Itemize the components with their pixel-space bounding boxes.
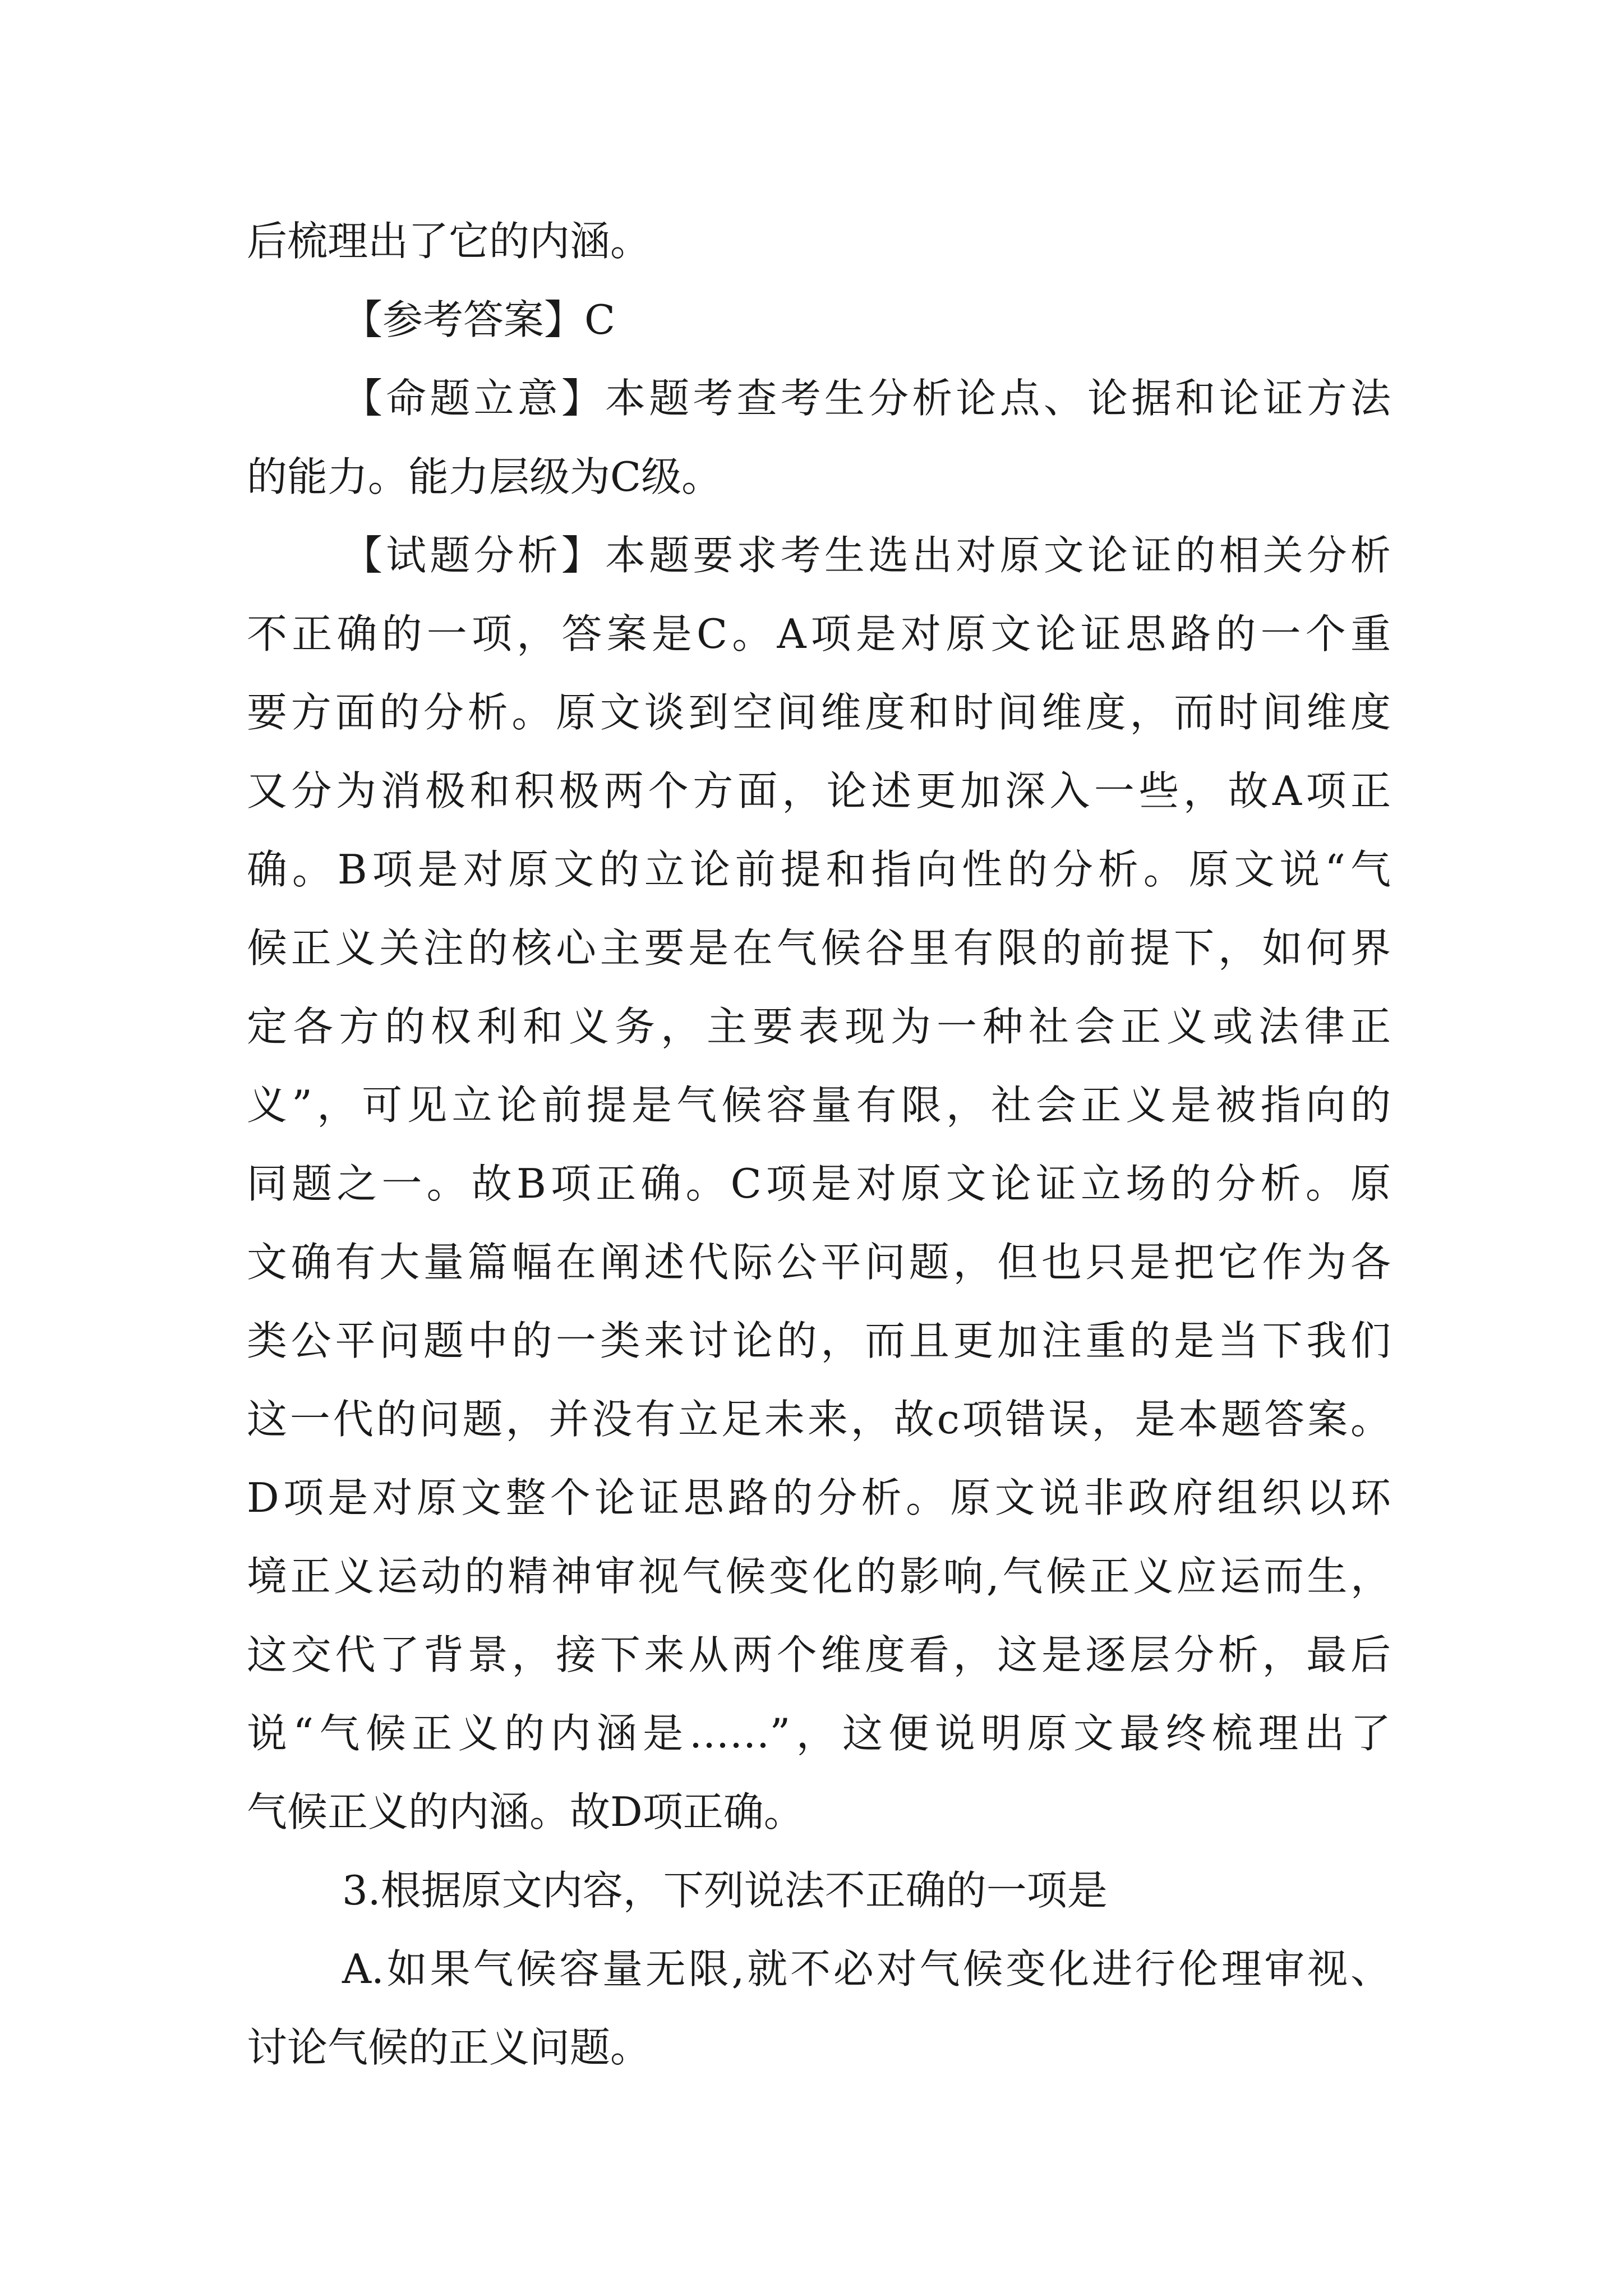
analysis-line-3: 要方面的分析。原文谈到空间维度和时间维度，而时间维度 xyxy=(247,689,1391,736)
analysis-line-13: D项是对原文整个论证思路的分析。原文说非政府组织以环 xyxy=(247,1474,1391,1521)
analysis-line-15: 这交代了背景，接下来从两个维度看，这是逐层分析，最后 xyxy=(247,1631,1391,1678)
option-a-line-1: A.如果气候容量无限,就不必对气候变化进行伦理审视、 xyxy=(342,1945,1391,1993)
analysis-line-7: 定各方的权利和义务，主要表现为一种社会正义或法律正 xyxy=(247,1003,1391,1050)
intent-line-1: 【命题立意】本题考查考生分析论点、论据和论证方法 xyxy=(342,375,1391,422)
analysis-line-9: 同题之一。故B项正确。C项是对原文论证立场的分析。原 xyxy=(247,1160,1391,1207)
analysis-line-16: 说“气候正义的内涵是……”，这便说明原文最终梳理出了 xyxy=(247,1710,1391,1757)
analysis-line-10: 文确有大量篇幅在阐述代际公平问题，但也只是把它作为各 xyxy=(247,1239,1391,1286)
analysis-line-11: 类公平问题中的一类来讨论的，而且更加注重的是当下我们 xyxy=(247,1317,1391,1364)
analysis-line-6: 候正义关注的核心主要是在气候谷里有限的前提下，如何界 xyxy=(247,924,1391,972)
text-line-1: 后梳理出了它的内涵。 xyxy=(247,218,651,265)
analysis-line-5: 确。B项是对原文的立论前提和指向性的分析。原文说“气 xyxy=(247,846,1391,893)
analysis-line-2: 不正确的一项，答案是C。A项是对原文论证思路的一个重 xyxy=(247,610,1391,657)
analysis-line-8: 义”，可见立论前提是气候容量有限，社会正义是被指向的 xyxy=(247,1082,1391,1129)
question-3-stem: 3.根据原文内容，下列说法不正确的一项是 xyxy=(342,1867,1108,1914)
intent-line-2: 的能力。能力层级为C级。 xyxy=(247,453,722,500)
analysis-line-12: 这一代的问题，并没有立足未来，故c项错误，是本题答案。 xyxy=(247,1396,1391,1443)
option-a-line-2: 讨论气候的正义问题。 xyxy=(247,2024,651,2071)
answer-label: 【参考答案】C xyxy=(342,296,616,343)
analysis-line-17: 气候正义的内涵。故D项正确。 xyxy=(247,1788,804,1835)
analysis-line-14: 境正义运动的精神审视气候变化的影响,气候正义应运而生， xyxy=(247,1553,1391,1600)
analysis-line-4: 又分为消极和积极两个方面，论述更加深入一些，故A项正 xyxy=(247,767,1391,815)
analysis-line-1: 【试题分析】本题要求考生选出对原文论证的相关分析 xyxy=(342,532,1391,579)
